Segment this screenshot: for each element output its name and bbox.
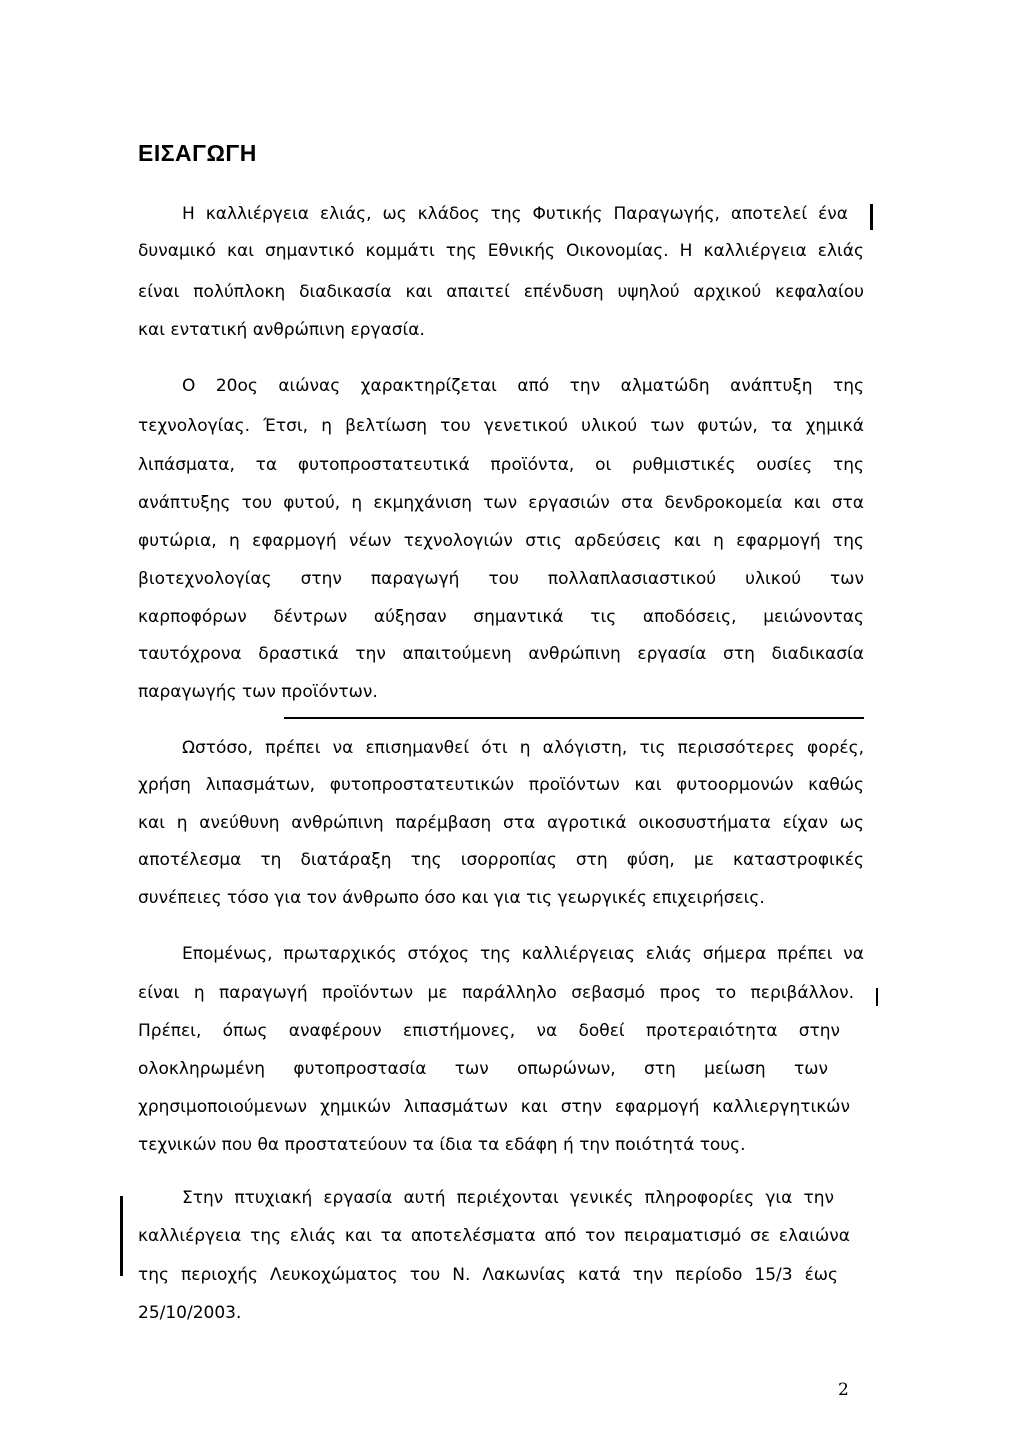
margin-mark xyxy=(120,1196,123,1276)
text-line: Ωστόσο, πρέπει να επισημανθεί ότι η αλόγιστη, τις περισσότερες φορές, xyxy=(182,738,864,758)
text-line: συνέπειες τόσο για τον άνθρωπο όσο και για τις γεωργικές επιχειρήσεις. xyxy=(138,888,765,908)
text-line: είναι πολύπλοκη διαδικασία και απαιτεί επένδυση υψηλού αρχικού κεφαλαίου xyxy=(138,282,864,302)
text-line: τεχνολογίας. Έτσι, η βελτίωση του γενετικού υλικού των φυτών, τα χημικά xyxy=(138,416,864,436)
text-line: Πρέπει, όπως αναφέρουν επιστήμονες, να δοθεί προτεραιότητα στην xyxy=(138,1021,840,1041)
text-line: βιοτεχνολογίας στην παραγωγή του πολλαπλασιαστικού υλικού των xyxy=(138,569,864,589)
page-number: 2 xyxy=(838,1380,849,1400)
text-line: είναι η παραγωγή προϊόντων με παράλληλο σεβασμό προς το περιβάλλον. xyxy=(138,983,854,1003)
text-line: δυναμικό και σημαντικό κομμάτι της Εθνικής Οικονομίας. Η καλλιέργεια ελιάς xyxy=(138,241,864,261)
text-line: και η ανεύθυνη ανθρώπινη παρέμβαση στα αγροτικά οικοσυστήματα είχαν ως xyxy=(138,813,864,833)
text-line: Στην πτυχιακή εργασία αυτή περιέχονται γενικές πληροφορίες για την xyxy=(182,1188,834,1208)
text-line: ταυτόχρονα δραστικά την απαιτούμενη ανθρώπινη εργασία στη διαδικασία xyxy=(138,644,864,664)
text-line: ανάπτυξης του φυτού, η εκμηχάνιση των εργασιών στα δενδροκομεία και στα xyxy=(138,493,864,513)
text-line: Η καλλιέργεια ελιάς, ως κλάδος της Φυτικής Παραγωγής, αποτελεί ένα xyxy=(182,204,848,224)
text-line: Ο 20ος αιώνας χαρακτηρίζεται από την αλματώδη ανάπτυξη της xyxy=(182,376,864,396)
divider-rule xyxy=(284,717,864,719)
text-line: φυτώρια, η εφαρμογή νέων τεχνολογιών στις αρδεύσεις και η εφαρμογή της xyxy=(138,531,864,551)
text-line: αποτέλεσμα τη διατάραξη της ισορροπίας στη φύση, με καταστροφικές xyxy=(138,850,864,870)
text-line: καρποφόρων δέντρων αύξησαν σημαντικά τις αποδόσεις, μειώνοντας xyxy=(138,607,864,627)
text-line: και εντατική ανθρώπινη εργασία. xyxy=(138,320,425,340)
text-line: χρησιμοποιούμενων χημικών λιπασμάτων και στην εφαρμογή καλλιεργητικών xyxy=(138,1097,850,1117)
text-line: Επομένως, πρωταρχικός στόχος της καλλιέργειας ελιάς σήμερα πρέπει να xyxy=(182,944,864,964)
section-heading: ΕΙΣΑΓΩΓΗ xyxy=(138,140,257,166)
text-line: καλλιέργεια της ελιάς και τα αποτελέσματα από τον πειραματισμό σε ελαιώνα xyxy=(138,1226,850,1246)
text-line: χρήση λιπασμάτων, φυτοπροστατευτικών προϊόντων και φυτοορμονών καθώς xyxy=(138,775,864,795)
text-line: ολοκληρωμένη φυτοπροστασία των οπωρώνων, στη μείωση των xyxy=(138,1059,828,1079)
text-line: 25/10/2003. xyxy=(138,1303,242,1323)
margin-mark xyxy=(870,204,873,230)
text-line: της περιοχής Λευκοχώματος του Ν. Λακωνίας κατά την περίοδο 15/3 έως xyxy=(138,1265,838,1285)
text-line: λιπάσματα, τα φυτοπροστατευτικά προϊόντα, οι ρυθμιστικές ουσίες της xyxy=(138,455,864,475)
margin-mark xyxy=(876,988,878,1006)
text-line: τεχνικών που θα προστατεύουν τα ίδια τα εδάφη ή την ποιότητά τους. xyxy=(138,1135,746,1155)
text-line: παραγωγής των προϊόντων. xyxy=(138,682,378,702)
